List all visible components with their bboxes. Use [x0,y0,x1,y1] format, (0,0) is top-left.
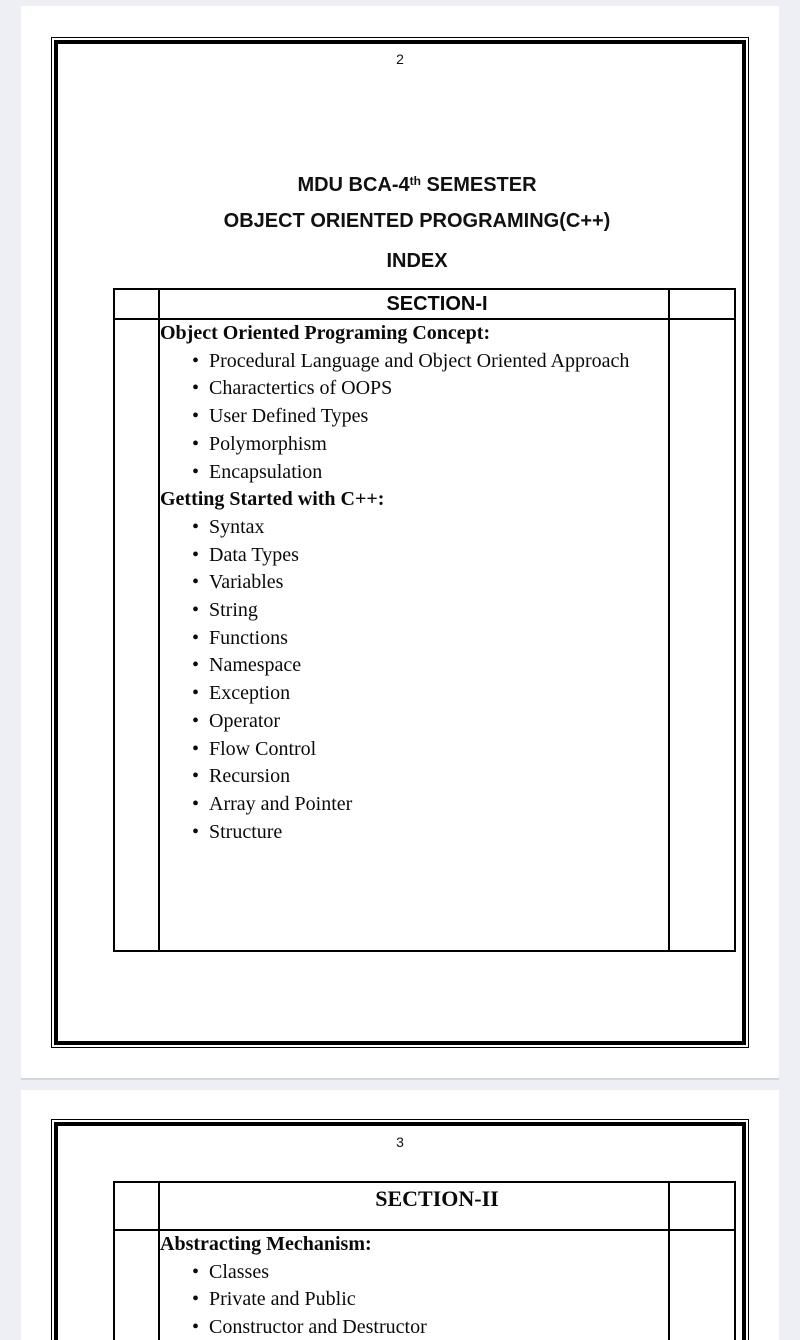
bullet-icon: • [192,682,200,705]
section-2-table [113,1181,736,1340]
empty-cell-left [114,289,159,319]
empty-cell-right [669,289,735,319]
bullet-icon: • [192,543,200,566]
content-bullet-item [160,1314,668,1340]
content-bullet-item [160,680,668,708]
bullet-icon: • [192,654,200,677]
bullet-text: Data Types [209,543,299,566]
bullet-icon: • [192,432,200,455]
bullet-icon: • [192,349,200,372]
bullet-text: Procedural Language and Object Oriented Approach [209,349,630,372]
empty-cell-left [114,1230,159,1340]
empty-cell-left [114,319,159,951]
empty-cell-right [669,1230,735,1340]
section-1-header: SECTION-I [159,289,669,319]
title-subject: OBJECT ORIENTED PROGRAMING(C++) [223,210,611,232]
content-bullet-item [160,791,668,819]
title-index: INDEX [386,250,448,272]
content-heading: Abstracting Mechanism: [160,1233,372,1255]
content-bullet-item [160,736,668,764]
content-bullet-item [160,625,668,653]
bullet-text: String [209,599,258,622]
bullet-icon: • [192,1316,200,1339]
section-2-header-row [114,1182,735,1230]
empty-cell-right [669,319,735,951]
section-2-content [159,1230,669,1340]
bullet-icon: • [192,405,200,428]
bullet-icon: • [192,709,200,732]
section-1-header-row [114,289,735,319]
bullet-text: Syntax [209,515,265,538]
document-page-2 [21,6,779,1078]
content-bullet-item [160,375,668,403]
bullet-text: Functions [209,626,288,649]
content-bullet-item [160,542,668,570]
bullet-text: User Defined Types [209,405,369,428]
content-heading: Getting Started with C++: [160,488,385,511]
content-bullet-item [160,597,668,625]
bullet-text: Classes [209,1260,269,1283]
title-superscript: th [409,174,421,188]
bullet-text: Constructor and Destructor [209,1316,427,1339]
bullet-text: Exception [209,682,291,705]
section-1-table [113,288,736,952]
bullet-icon: • [192,599,200,622]
content-bullet-item [160,652,668,680]
content-bullet-item [160,708,668,736]
content-bullet-item [160,1286,668,1314]
content-bullet-item [160,763,668,791]
document-page-3 [21,1090,779,1340]
bullet-text: Operator [209,709,281,732]
bullet-icon: • [192,820,200,843]
bullet-icon: • [192,377,200,400]
content-bullet-item [160,514,668,542]
content-bullet-item [160,431,668,459]
page-number: 2 [396,51,404,67]
bullet-icon: • [192,626,200,649]
bullet-text: Structure [209,820,283,843]
title-semester-text: MDU BCA-4 [297,174,410,196]
bullet-text: Charactertics of OOPS [209,377,393,400]
bullet-icon: • [192,1260,200,1283]
bullet-text: Recursion [209,765,291,788]
content-bullet-item [160,403,668,431]
bullet-text: Encapsulation [209,460,323,483]
content-bullet-item [160,459,668,487]
section-1-content [159,319,669,951]
content-bullet-item [160,819,668,847]
page-gap-divider [21,1078,779,1080]
page-number: 3 [396,1134,404,1150]
bullet-icon: • [192,737,200,760]
bullet-icon: • [192,792,200,815]
empty-cell-right [669,1182,735,1230]
bullet-text: Array and Pointer [209,792,353,815]
bullet-text: Flow Control [209,737,317,760]
title-semester-text-2: SEMESTER [420,174,537,196]
content-heading: Object Oriented Programing Concept: [160,322,491,344]
bullet-text: Private and Public [209,1288,356,1311]
bullet-icon: • [192,765,200,788]
section-2-content-row [114,1230,735,1340]
section-2-header: SECTION-II [159,1182,669,1230]
content-bullet-item [160,1259,668,1287]
section-1-content-row [114,319,735,951]
bullet-icon: • [192,571,200,594]
bullet-text: Namespace [209,654,302,677]
empty-cell-left [114,1182,159,1230]
bullet-text: Variables [209,571,284,594]
bullet-text: Polymorphism [209,432,327,455]
bullet-icon: • [192,1288,200,1311]
content-bullet-item [160,348,668,376]
bullet-icon: • [192,460,200,483]
bullet-icon: • [192,515,200,538]
content-bullet-item [160,569,668,597]
